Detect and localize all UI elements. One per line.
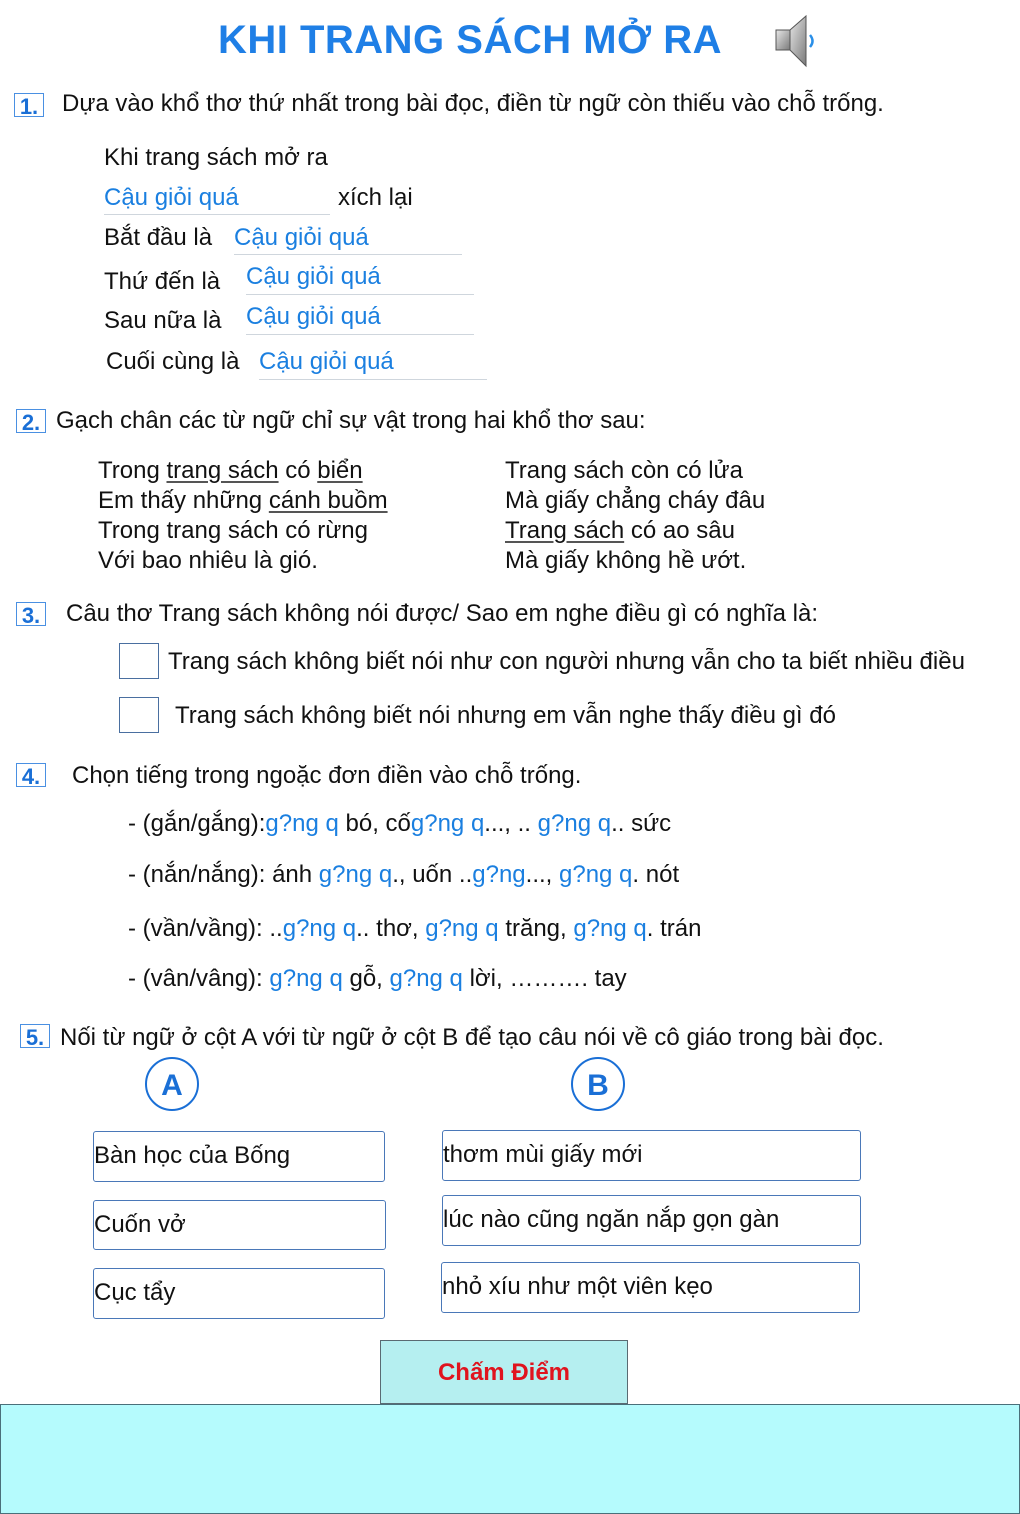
fill-blank[interactable]: g?ng q	[559, 861, 633, 888]
q3-number: 3.	[16, 602, 46, 626]
row-text: . nót	[632, 861, 680, 888]
q1-line-2-text: xích lại	[338, 184, 413, 211]
row-text: .. thơ,	[356, 915, 426, 942]
match-a-2[interactable]: Cuốn vở	[93, 1200, 386, 1250]
poem-line[interactable]	[98, 456, 388, 486]
underlined-word[interactable]: trang sách	[166, 457, 279, 484]
speaker-icon[interactable]	[770, 8, 822, 74]
column-b-label: B	[571, 1057, 625, 1111]
q3-option-1[interactable]: Trang sách không biết nói như con người nhưng vẫn cho ta biết nhiều điều	[168, 648, 965, 675]
match-a-3[interactable]: Cục tẩy	[93, 1268, 385, 1319]
q4-row-label: - (vân/vâng):	[128, 965, 263, 992]
q4-row-label: - (vần/vầng): ..	[128, 915, 283, 942]
fill-blank[interactable]: g?ng q	[573, 915, 647, 942]
q5-number: 5.	[20, 1024, 50, 1048]
q4-row-4	[128, 965, 627, 993]
match-a-1[interactable]: Bàn học của Bống	[93, 1131, 385, 1182]
row-text: ...,	[525, 861, 559, 888]
poem-line[interactable]: Mà giấy không hề ướt.	[505, 547, 747, 574]
q1-line-6-text: Cuối cùng là	[106, 348, 240, 375]
poem-word[interactable]: có	[278, 457, 318, 484]
poem-line[interactable]: Mà giấy chẳng cháy đâu	[505, 487, 766, 514]
fill-blank[interactable]: g?ng q	[318, 861, 393, 888]
fill-blank[interactable]: g?ng q	[389, 965, 463, 992]
row-text: ..., ..	[484, 810, 531, 837]
q4-row-2	[128, 861, 679, 889]
check-score-button[interactable]: Chấm Điểm	[380, 1340, 628, 1404]
q1-text: Dựa vào khổ thơ thứ nhất trong bài đọc, điền từ ngữ còn thiếu vào chỗ trống.	[62, 90, 884, 117]
match-b-1[interactable]: thơm mùi giấy mới	[442, 1130, 861, 1181]
q4-row-3	[128, 915, 701, 943]
column-a-label: A	[145, 1057, 199, 1111]
match-b-3[interactable]: nhỏ xíu như một viên kẹo	[441, 1262, 860, 1313]
row-text: lời, ………. tay	[469, 965, 627, 992]
q1-blank-3[interactable]: Cậu giỏi quá	[246, 263, 474, 295]
q1-blank-2[interactable]: Cậu giỏi quá	[234, 224, 462, 255]
underlined-word[interactable]: cánh buồm	[268, 487, 388, 514]
q1-blank-4[interactable]: Cậu giỏi quá	[246, 303, 474, 335]
row-text: bó, cố	[345, 810, 411, 837]
page-title: KHI TRANG SÁCH MỞ RA	[217, 18, 723, 62]
poem-line[interactable]: Với bao nhiêu là gió.	[98, 547, 318, 574]
q2-poem-left	[98, 456, 388, 576]
q4-row-label: - (nắn/nắng): ánh	[128, 861, 313, 888]
fill-blank[interactable]: g?ng	[472, 861, 526, 888]
q1-line-4-text: Thứ đến là	[104, 268, 221, 295]
fill-blank[interactable]: g?ng q	[269, 965, 343, 992]
q4-row-label: - (gắn/gắng):	[128, 810, 266, 837]
poem-line[interactable]: Trang sách còn có lửa	[505, 457, 743, 484]
poem-word[interactable]: Trong	[98, 457, 167, 484]
q3-checkbox-1[interactable]	[119, 643, 159, 679]
q1-line-5-text: Sau nữa là	[104, 307, 222, 334]
row-text: trăng,	[505, 915, 574, 942]
poem-word[interactable]: có ao sâu	[624, 517, 735, 544]
q1-line-1: Khi trang sách mở ra	[104, 144, 328, 171]
match-b-2[interactable]: lúc nào cũng ngăn nắp gọn gàn	[442, 1195, 861, 1246]
q2-number: 2.	[16, 409, 46, 433]
q4-number: 4.	[16, 763, 46, 787]
fill-blank[interactable]: g?ng q	[265, 810, 339, 837]
poem-line[interactable]: Trong trang sách có rừng	[98, 517, 368, 544]
fill-blank[interactable]: g?ng q	[410, 810, 485, 837]
q1-line-3-text: Bắt đầu là	[104, 224, 213, 251]
row-text: .. sức	[611, 810, 672, 837]
q2-poem-right	[505, 456, 765, 576]
q1-blank-5[interactable]: Cậu giỏi quá	[259, 348, 487, 380]
fill-blank[interactable]: g?ng q	[537, 810, 612, 837]
row-text: . trán	[646, 915, 702, 942]
q1-number: 1.	[14, 93, 44, 117]
q3-checkbox-2[interactable]	[119, 697, 159, 733]
q4-text: Chọn tiếng trong ngoặc đơn điền vào chỗ trống.	[72, 762, 582, 789]
q4-row-1	[128, 810, 671, 838]
fill-blank[interactable]: g?ng q	[282, 915, 357, 942]
underlined-word[interactable]: biển	[317, 457, 363, 484]
poem-line[interactable]	[98, 486, 388, 516]
result-panel	[0, 1404, 1020, 1514]
row-text: gỗ,	[349, 965, 390, 992]
poem-line[interactable]	[505, 516, 765, 546]
q2-text: Gạch chân các từ ngữ chỉ sự vật trong hai khổ thơ sau:	[56, 407, 646, 434]
q3-text: Câu thơ Trang sách không nói được/ Sao em nghe điều gì có nghĩa là:	[66, 600, 819, 627]
underlined-word[interactable]: Trang sách	[505, 517, 625, 544]
fill-blank[interactable]: g?ng q	[425, 915, 499, 942]
q3-option-2[interactable]: Trang sách không biết nói nhưng em vẫn nghe thấy điều gì đó	[175, 702, 836, 729]
q1-blank-1[interactable]: Cậu giỏi quá	[104, 184, 330, 215]
poem-word[interactable]: Em thấy những	[98, 487, 269, 514]
q5-text: Nối từ ngữ ở cột A với từ ngữ ở cột B để tạo câu nói về cô giáo trong bài đọc.	[60, 1024, 884, 1051]
row-text: ., uốn ..	[392, 861, 473, 888]
